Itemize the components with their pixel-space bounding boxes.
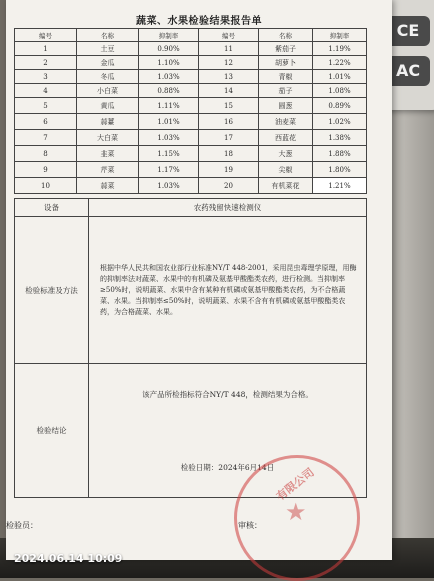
equipment-value: 农药残留快速检测仪	[89, 199, 367, 217]
table-row	[15, 146, 367, 162]
cell-rate: 0.90%	[139, 42, 199, 56]
cell-name: 圆葱	[259, 98, 313, 114]
cell-no: 3	[15, 70, 77, 84]
cell-no: 10	[15, 178, 77, 194]
header-no-right: 编号	[199, 29, 259, 42]
cell-rate: 1.11%	[139, 98, 199, 114]
header-name-left: 名称	[77, 29, 139, 42]
cell-name: 大葱	[259, 146, 313, 162]
cell-rate: 1.19%	[313, 42, 367, 56]
cell-no: 13	[199, 70, 259, 84]
table-row	[15, 42, 367, 56]
table-row	[15, 56, 367, 70]
table-row	[15, 114, 367, 130]
cell-rate: 1.01%	[313, 70, 367, 84]
table-row	[15, 84, 367, 98]
cell-name: 冬瓜	[77, 70, 139, 84]
cell-no: 14	[199, 84, 259, 98]
cell-no: 5	[15, 98, 77, 114]
cell-rate: 1.80%	[313, 162, 367, 178]
cell-rate: 1.38%	[313, 130, 367, 146]
cell-name: 尖椒	[259, 162, 313, 178]
report-sheet	[6, 0, 392, 560]
cell-no: 12	[199, 56, 259, 70]
cell-name: 韭菜	[77, 146, 139, 162]
cell-rate: 0.89%	[313, 98, 367, 114]
cell-rate: 1.88%	[313, 146, 367, 162]
table-row	[15, 178, 367, 194]
header-name-right: 名称	[259, 29, 313, 42]
cell-no: 6	[15, 114, 77, 130]
cell-no: 11	[199, 42, 259, 56]
cell-rate: 1.03%	[139, 178, 199, 194]
cell-name: 紫茄子	[259, 42, 313, 56]
company-seal	[234, 455, 360, 581]
conclusion-label: 检验结论	[15, 364, 89, 498]
cell-name: 蒜薹	[77, 114, 139, 130]
report-title: 蔬菜、水果检验结果报告单	[136, 16, 262, 27]
cell-no: 18	[199, 146, 259, 162]
cell-name: 胡萝卜	[259, 56, 313, 70]
cell-name: 黄瓜	[77, 98, 139, 114]
equipment-label: 设备	[15, 199, 89, 217]
cell-rate: 1.03%	[139, 130, 199, 146]
inspection-date: 检验日期：2024年6月14日	[180, 462, 275, 472]
cell-name: 茄子	[259, 84, 313, 98]
cell-no: 4	[15, 84, 77, 98]
seal-star-icon: ★	[285, 498, 307, 526]
inspector-label: 检验员：	[6, 521, 38, 530]
cell-name: 芹菜	[77, 162, 139, 178]
cell-no: 20	[199, 178, 259, 194]
cell-name: 大白菜	[77, 130, 139, 146]
cell-no: 15	[199, 98, 259, 114]
table-row	[15, 162, 367, 178]
cell-name: 有机菜花	[259, 178, 313, 194]
cell-no: 2	[15, 56, 77, 70]
header-rate-right: 抑制率	[313, 29, 367, 42]
cell-rate: 1.10%	[139, 56, 199, 70]
header-no-left: 编号	[15, 29, 77, 42]
cell-no: 9	[15, 162, 77, 178]
cell-rate: 1.01%	[139, 114, 199, 130]
cell-rate: 1.03%	[139, 70, 199, 84]
results-table	[14, 28, 367, 194]
header-rate-left: 抑制率	[139, 29, 199, 42]
cell-name: 金瓜	[77, 56, 139, 70]
cell-no: 19	[199, 162, 259, 178]
calculator-ac-key: AC	[386, 56, 430, 86]
calculator-ce-key: CE	[386, 16, 430, 46]
cell-name: 西蓝花	[259, 130, 313, 146]
table-row	[15, 130, 367, 146]
standard-text: 根据中华人民共和国农业部行业标准NY/T 448-2001，采用昆虫毒理学原理，用酶的抑制率法对蔬菜、水果中的有机磷及氨基甲酸酯类农药，进行检测。当抑制率≥50%时，说明蔬菜、水果中含有某种有机磷或氨基甲酸酯类农药，为不合格蔬菜、水果。当抑制率≤50%时，说明蔬菜、水果不含有有机磷或氨基甲酸酯类农药，为合格蔬菜、水果。	[100, 263, 357, 316]
table-row	[15, 70, 367, 84]
standard-cell	[89, 217, 367, 364]
cell-name: 油麦菜	[259, 114, 313, 130]
cell-name: 小白菜	[77, 84, 139, 98]
report-info-table	[14, 198, 367, 498]
cell-no: 16	[199, 114, 259, 130]
conclusion-text: 该产品所检指标符合NY/T 448，检测结果为合格。	[142, 389, 313, 399]
cell-rate: 0.88%	[139, 84, 199, 98]
cell-name: 土豆	[77, 42, 139, 56]
cell-no: 1	[15, 42, 77, 56]
cell-rate: 1.17%	[139, 162, 199, 178]
results-header-row	[15, 29, 367, 42]
table-row	[15, 98, 367, 114]
cell-rate: 1.22%	[313, 56, 367, 70]
cell-no: 8	[15, 146, 77, 162]
cell-rate: 1.15%	[139, 146, 199, 162]
reviewer-label: 审核：	[238, 521, 262, 530]
cell-rate: 1.21%	[313, 178, 367, 194]
cell-rate: 1.02%	[313, 114, 367, 130]
photo-timestamp: 2024.06.14 10:09	[14, 552, 123, 565]
cell-no: 17	[199, 130, 259, 146]
cell-name: 蒜菜	[77, 178, 139, 194]
cell-no: 7	[15, 130, 77, 146]
cell-name: 青椒	[259, 70, 313, 84]
cell-rate: 1.08%	[313, 84, 367, 98]
standard-label: 检验标准及方法	[15, 217, 89, 364]
seal-text: 有限公司	[273, 465, 317, 504]
